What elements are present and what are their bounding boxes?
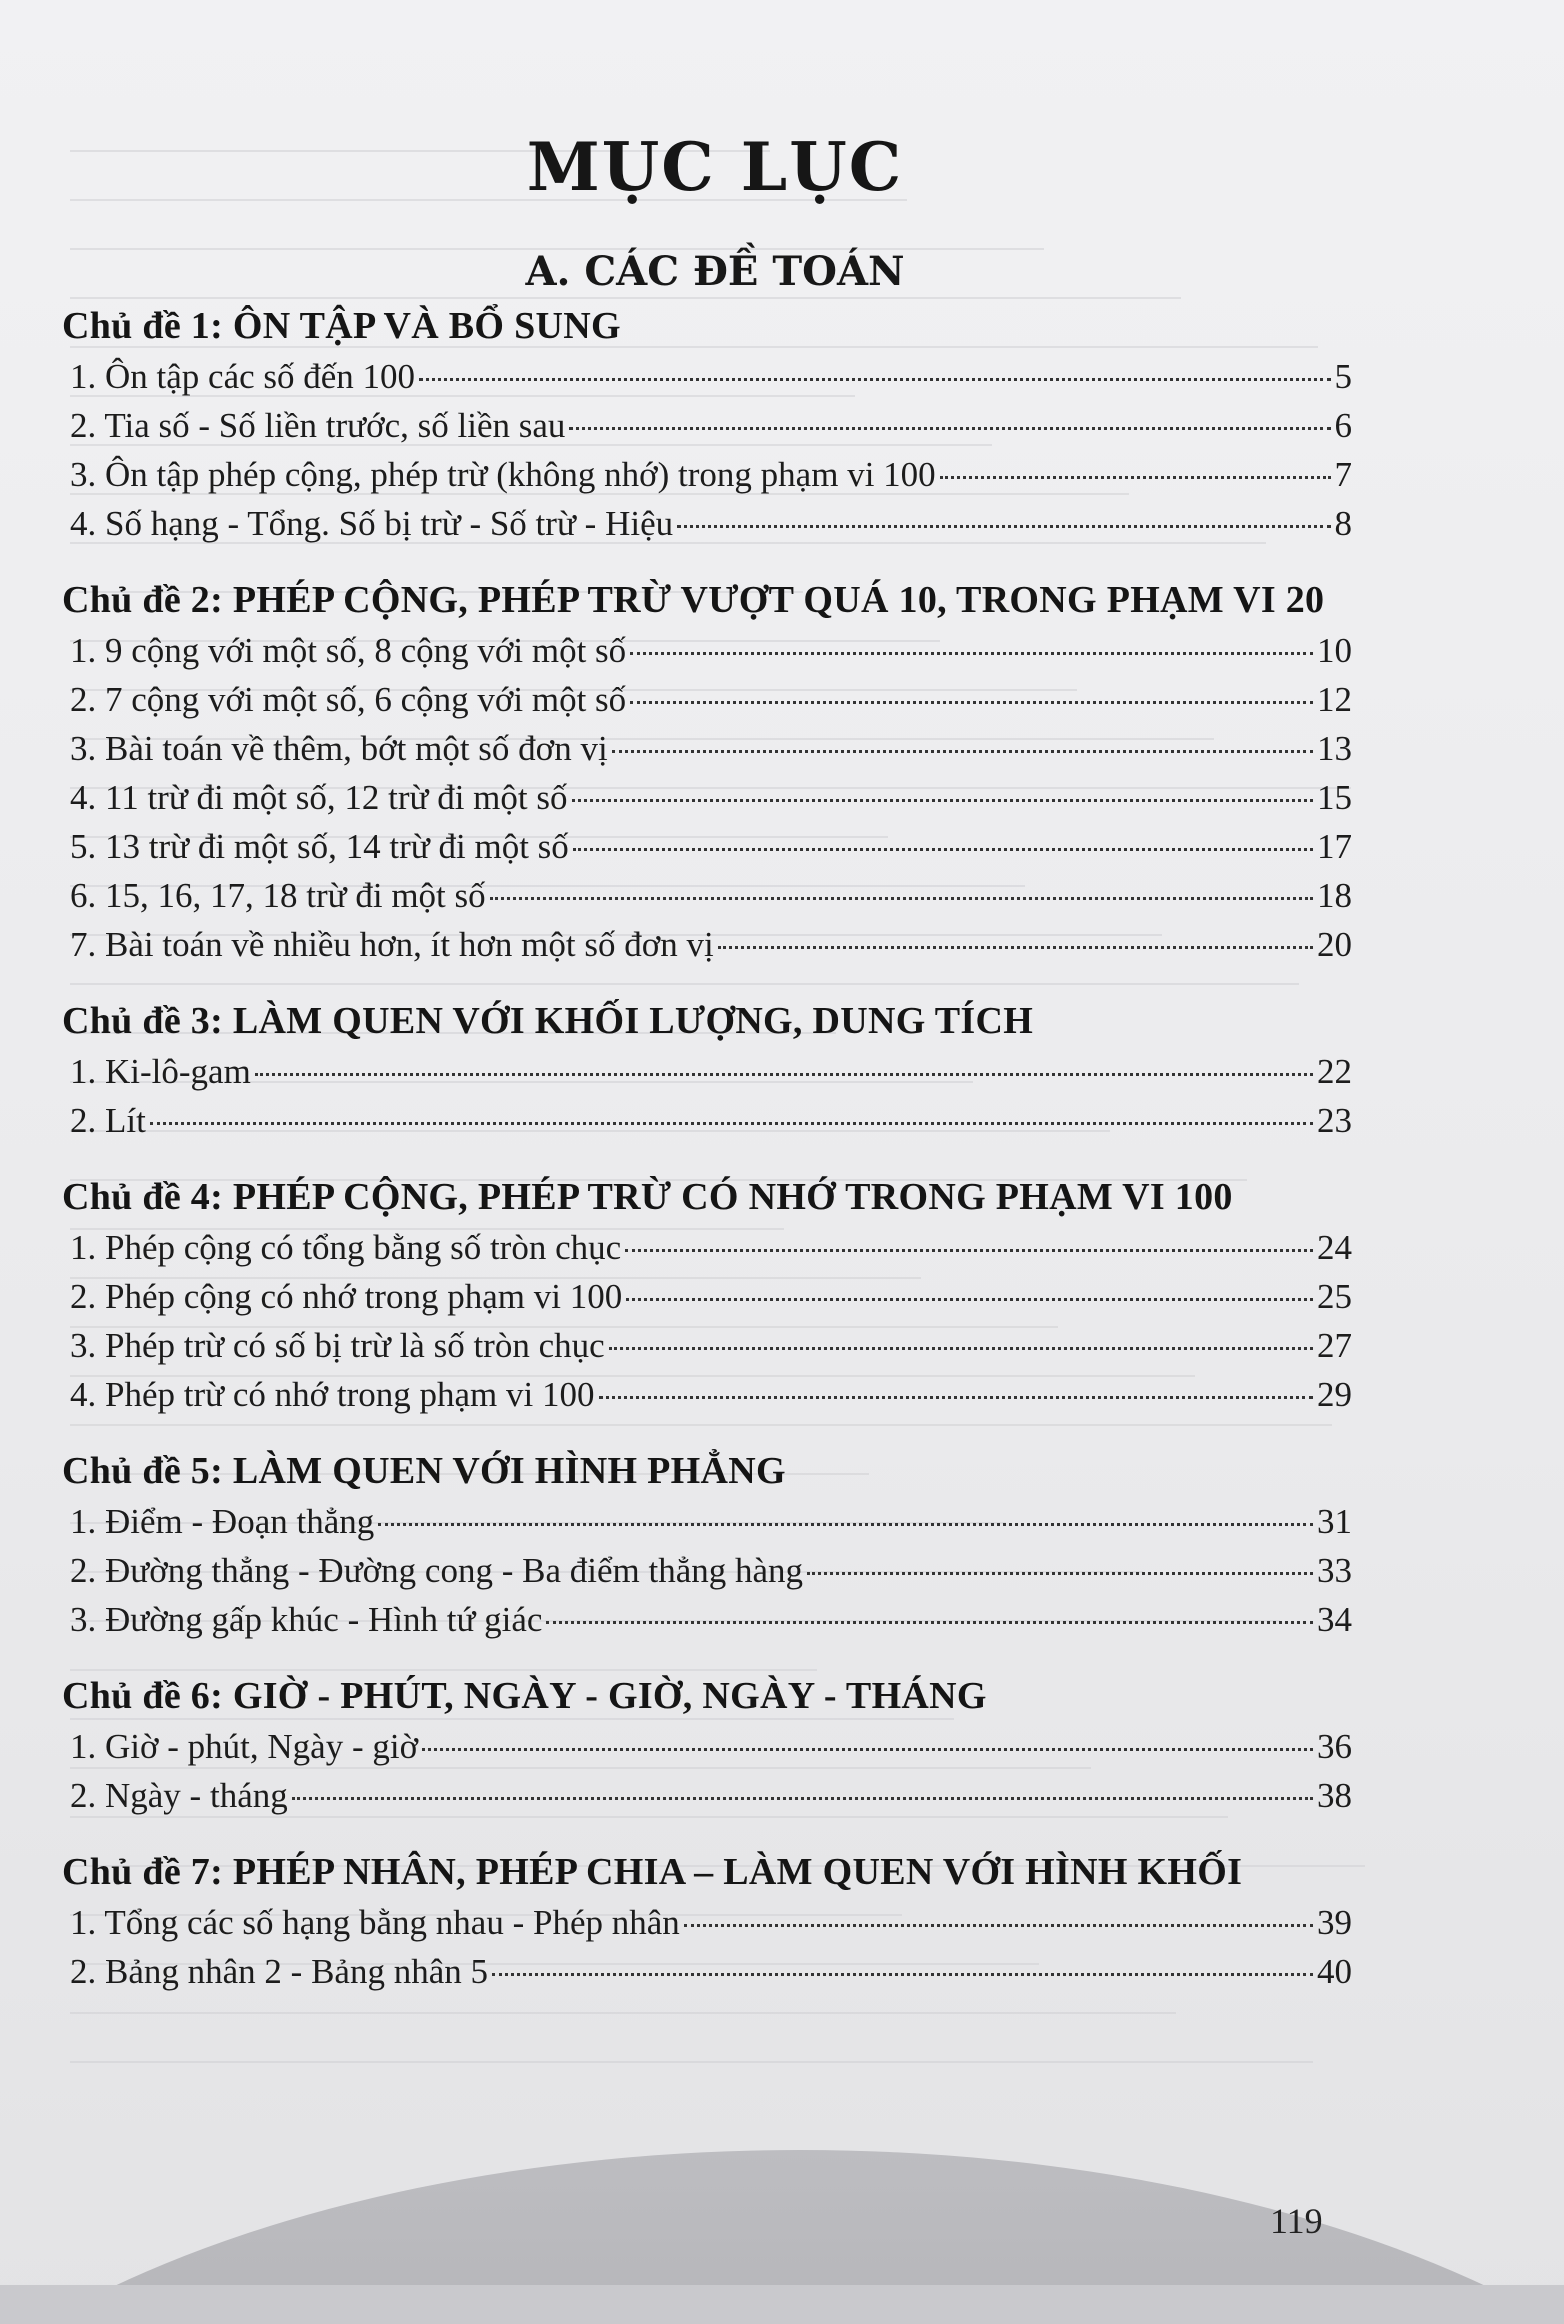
toc-entry	[62, 773, 1352, 822]
table-of-contents	[62, 300, 1352, 1996]
dot-leader	[492, 1973, 1313, 1976]
entry-page-number: 15	[1317, 778, 1352, 817]
entry-label: 2. 7 cộng với một số, 6 cộng với một số	[70, 680, 627, 719]
toc-entry	[62, 352, 1352, 401]
entry-label: 2. Lít	[70, 1101, 146, 1140]
entry-page-number: 38	[1317, 1776, 1352, 1815]
section-heading: Chủ đề 6: GIỜ - PHÚT, NGÀY - GIỜ, NGÀY - THÁNG	[62, 1675, 987, 1717]
toc-entry	[62, 1722, 1352, 1771]
section-heading: Chủ đề 1: ÔN TẬP VÀ BỔ SUNG	[62, 305, 621, 347]
entry-page-number: 20	[1317, 925, 1352, 964]
entry-page-number: 39	[1317, 1903, 1352, 1942]
section-heading: Chủ đề 2: PHÉP CỘNG, PHÉP TRỪ VƯỢT QUÁ 10, TRONG PHẠM VI 20	[62, 579, 1325, 621]
entry-page-number: 40	[1317, 1952, 1352, 1991]
entry-page-number: 25	[1317, 1277, 1352, 1316]
entry-label: 2. Phép cộng có nhớ trong phạm vi 100	[70, 1277, 623, 1316]
dot-leader	[684, 1924, 1313, 1927]
page-number: 119	[1270, 2201, 1323, 2241]
entry-page-number: 5	[1334, 357, 1352, 396]
toc-entry	[62, 920, 1352, 969]
dot-leader	[599, 1396, 1313, 1399]
entry-label: 2. Đường thẳng - Đường cong - Ba điểm thẳng hàng	[70, 1551, 804, 1590]
entry-page-number: 31	[1317, 1502, 1352, 1541]
toc-entry	[62, 1370, 1352, 1419]
toc-entry	[62, 1047, 1352, 1096]
entry-page-number: 34	[1317, 1600, 1352, 1639]
toc-entry	[62, 450, 1352, 499]
toc-entry	[62, 499, 1352, 548]
toc-entry	[62, 871, 1352, 920]
toc-entry	[62, 1898, 1352, 1947]
toc-entry	[62, 1096, 1352, 1145]
toc-entry	[62, 1771, 1352, 1820]
entry-label: 1. Tổng các số hạng bằng nhau - Phép nhân	[70, 1903, 680, 1942]
entry-label: 1. Điểm - Đoạn thẳng	[70, 1502, 375, 1541]
entry-label: 5. 13 trừ đi một số, 14 trừ đi một số	[70, 827, 569, 866]
entry-label: 7. Bài toán về nhiều hơn, ít hơn một số đơn vị	[70, 925, 714, 964]
dot-leader	[292, 1797, 1313, 1800]
entry-label: 2. Ngày - tháng	[70, 1776, 288, 1815]
dot-leader	[490, 897, 1313, 900]
dot-leader	[569, 427, 1330, 430]
toc-entry	[62, 675, 1352, 724]
entry-label: 2. Bảng nhân 2 - Bảng nhân 5	[70, 1952, 488, 1991]
dot-leader	[807, 1572, 1313, 1575]
entry-page-number: 13	[1317, 729, 1352, 768]
toc-section	[62, 1846, 1352, 1996]
toc-entry	[62, 1497, 1352, 1546]
toc-entry	[62, 1595, 1352, 1644]
section-heading: Chủ đề 4: PHÉP CỘNG, PHÉP TRỪ CÓ NHỚ TRONG PHẠM VI 100	[62, 1176, 1233, 1218]
dot-leader	[630, 652, 1313, 655]
dot-leader	[573, 848, 1313, 851]
entry-label: 3. Phép trừ có số bị trừ là số tròn chục	[70, 1326, 605, 1365]
part-heading: A. CÁC ĐỀ TOÁN	[525, 248, 905, 295]
dot-leader	[419, 378, 1330, 381]
dot-leader	[422, 1748, 1313, 1751]
toc-entry	[62, 401, 1352, 450]
entry-page-number: 27	[1317, 1326, 1352, 1365]
toc-section	[62, 1171, 1352, 1419]
dot-leader	[677, 525, 1330, 528]
toc-section	[62, 1670, 1352, 1820]
dot-leader	[630, 701, 1313, 704]
section-heading: Chủ đề 7: PHÉP NHÂN, PHÉP CHIA – LÀM QUEN VỚI HÌNH KHỐI	[62, 1851, 1243, 1893]
entry-label: 2. Tia số - Số liền trước, số liền sau	[70, 406, 566, 445]
entry-label: 1. Ki-lô-gam	[70, 1052, 251, 1091]
entry-label: 6. 15, 16, 17, 18 trừ đi một số	[70, 876, 486, 915]
entry-label: 4. 11 trừ đi một số, 12 trừ đi một số	[70, 778, 568, 817]
toc-entry	[62, 1223, 1352, 1272]
entry-page-number: 8	[1334, 504, 1352, 543]
toc-entry	[62, 1546, 1352, 1595]
entry-label: 3. Ôn tập phép cộng, phép trừ (không nhớ) trong phạm vi 100	[70, 455, 936, 494]
entry-page-number: 36	[1317, 1727, 1352, 1766]
entry-label: 3. Đường gấp khúc - Hình tứ giác	[70, 1600, 543, 1639]
dot-leader	[625, 1249, 1313, 1252]
dot-leader	[546, 1621, 1313, 1624]
entry-label: 1. Giờ - phút, Ngày - giờ	[70, 1727, 419, 1766]
entry-page-number: 22	[1317, 1052, 1352, 1091]
dot-leader	[150, 1122, 1313, 1125]
bleed-through-line	[70, 2012, 1176, 2014]
entry-label: 4. Phép trừ có nhớ trong phạm vi 100	[70, 1375, 595, 1414]
entry-page-number: 12	[1317, 680, 1352, 719]
toc-section	[62, 1445, 1352, 1644]
page-bottom-edge	[0, 2285, 1564, 2324]
bleed-through-line	[70, 297, 1181, 299]
entry-page-number: 23	[1317, 1101, 1352, 1140]
dot-leader	[612, 750, 1313, 753]
dot-leader	[626, 1298, 1313, 1301]
entry-label: 1. Ôn tập các số đến 100	[70, 357, 416, 396]
section-heading: Chủ đề 3: LÀM QUEN VỚI KHỐI LƯỢNG, DUNG TÍCH	[62, 1000, 1034, 1042]
entry-label: 1. 9 cộng với một số, 8 cộng với một số	[70, 631, 627, 670]
entry-page-number: 33	[1317, 1551, 1352, 1590]
entry-page-number: 7	[1334, 455, 1352, 494]
dot-leader	[255, 1073, 1313, 1076]
page-title: MỤC LỤC	[526, 128, 904, 206]
toc-section	[62, 995, 1352, 1145]
entry-label: 4. Số hạng - Tổng. Số bị trừ - Số trừ - Hiệu	[70, 504, 674, 543]
entry-label: 3. Bài toán về thêm, bớt một số đơn vị	[70, 729, 608, 768]
toc-section	[62, 300, 1352, 548]
toc-entry	[62, 626, 1352, 675]
entry-page-number: 10	[1317, 631, 1352, 670]
bleed-through-line	[70, 2061, 1313, 2063]
section-heading: Chủ đề 5: LÀM QUEN VỚI HÌNH PHẲNG	[62, 1450, 786, 1492]
toc-entry	[62, 724, 1352, 773]
dot-leader	[609, 1347, 1313, 1350]
dot-leader	[718, 946, 1313, 949]
entry-page-number: 17	[1317, 827, 1352, 866]
entry-page-number: 24	[1317, 1228, 1352, 1267]
toc-entry	[62, 822, 1352, 871]
toc-entry	[62, 1947, 1352, 1996]
toc-entry	[62, 1321, 1352, 1370]
entry-page-number: 6	[1334, 406, 1352, 445]
toc-entry	[62, 1272, 1352, 1321]
dot-leader	[378, 1523, 1313, 1526]
toc-section	[62, 574, 1352, 969]
dot-leader	[572, 799, 1314, 802]
entry-page-number: 29	[1317, 1375, 1352, 1414]
entry-label: 1. Phép cộng có tổng bằng số tròn chục	[70, 1228, 622, 1267]
entry-page-number: 18	[1317, 876, 1352, 915]
dot-leader	[940, 476, 1331, 479]
